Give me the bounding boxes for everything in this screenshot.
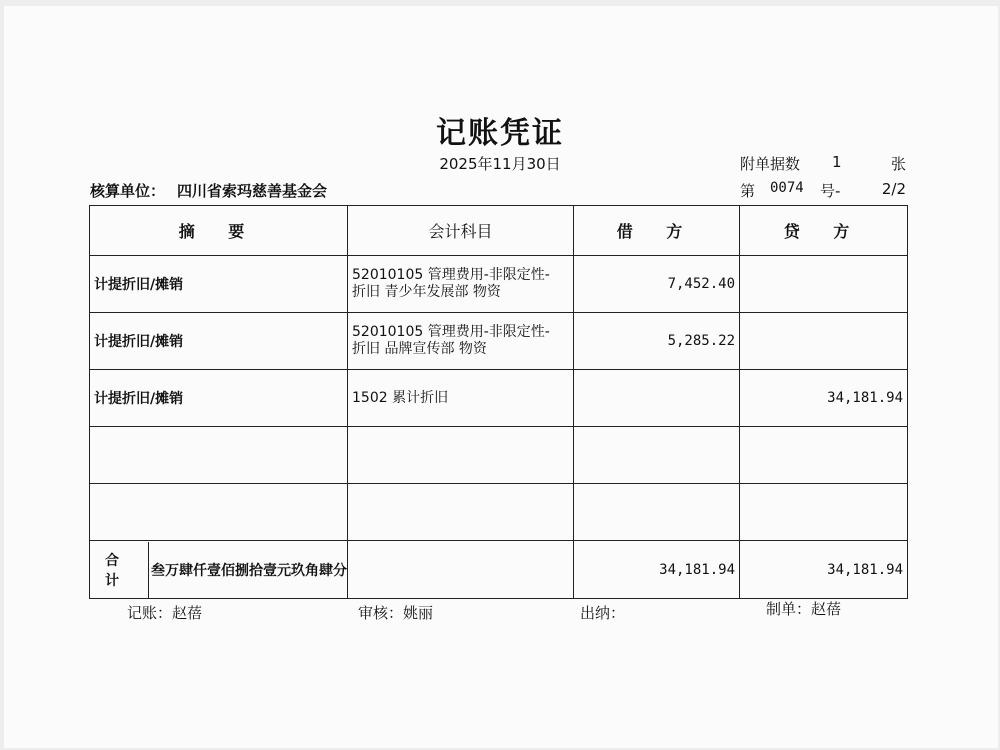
voucher-number-suffix: 号- [820, 182, 841, 200]
preparer-signature: 制单：赵蓓 [766, 600, 842, 618]
row-account [348, 313, 574, 370]
row-credit [740, 256, 908, 313]
accounting-unit-name: 四川省索玛慈善基金会 [177, 182, 328, 200]
auditor-signature: 审核：姚丽 [358, 604, 434, 622]
accounting-unit [90, 180, 327, 201]
attachment-unit: 张 [890, 155, 906, 173]
table-row-empty [90, 484, 908, 541]
row-account [348, 256, 574, 313]
row-credit [740, 427, 908, 484]
attachment-label: 附单据数 [740, 155, 801, 173]
total-row [90, 541, 908, 599]
header-account: 会计科目 [348, 206, 574, 256]
account-line: 52010105 管理费用-非限定性- [352, 267, 550, 283]
total-summary-cell [90, 541, 348, 599]
account-line: 1502 累计折旧 [352, 389, 449, 406]
account-line: 折旧 品牌宣传部 物资 [352, 341, 487, 357]
header-credit: 贷 方 [740, 206, 908, 256]
total-debit: 34,181.94 [574, 541, 740, 599]
total-label: 合 计 [90, 542, 149, 598]
row-credit [740, 484, 908, 541]
row-credit [740, 313, 908, 370]
attachment-number: 1 [832, 153, 842, 171]
row-debit: 7,452.40 [574, 256, 740, 313]
row-account [348, 484, 574, 541]
bookkeeper-signature: 记账：赵蓓 [127, 604, 203, 622]
voucher-date: 2025年11月30日 [439, 155, 561, 173]
voucher-number-value: 0074 [770, 180, 804, 196]
row-account [348, 427, 574, 484]
cashier-signature: 出纳： [580, 604, 626, 622]
account-line: 折旧 青少年发展部 物资 [352, 284, 501, 300]
table-row [90, 370, 908, 427]
row-credit: 34,181.94 [740, 370, 908, 427]
account-line: 52010105 管理费用-非限定性- [352, 324, 550, 340]
header-summary: 摘 要 [90, 206, 348, 256]
row-debit [574, 370, 740, 427]
voucher-page: 2/2 [881, 180, 906, 198]
voucher-title: 记账凭证 [436, 116, 564, 151]
total-credit: 34,181.94 [740, 541, 908, 599]
row-debit [574, 484, 740, 541]
table-row-empty [90, 427, 908, 484]
table-header-row [90, 206, 908, 256]
row-debit: 5,285.22 [574, 313, 740, 370]
total-account [348, 541, 574, 599]
header-debit: 借 方 [574, 206, 740, 256]
table-row [90, 313, 908, 370]
row-summary: 计提折旧/摊销 [90, 370, 348, 427]
accounting-unit-label: 核算单位： [90, 182, 166, 200]
total-capital-amount: 叁万肆仟壹佰捌拾壹元玖角肆分 [151, 562, 347, 579]
row-summary [90, 484, 348, 541]
voucher-number-prefix: 第 [740, 182, 756, 200]
table-row [90, 256, 908, 313]
row-summary [90, 427, 348, 484]
row-debit [574, 427, 740, 484]
row-summary: 计提折旧/摊销 [90, 256, 348, 313]
row-summary: 计提折旧/摊销 [90, 313, 348, 370]
voucher-table [89, 205, 908, 599]
row-account [348, 370, 574, 427]
